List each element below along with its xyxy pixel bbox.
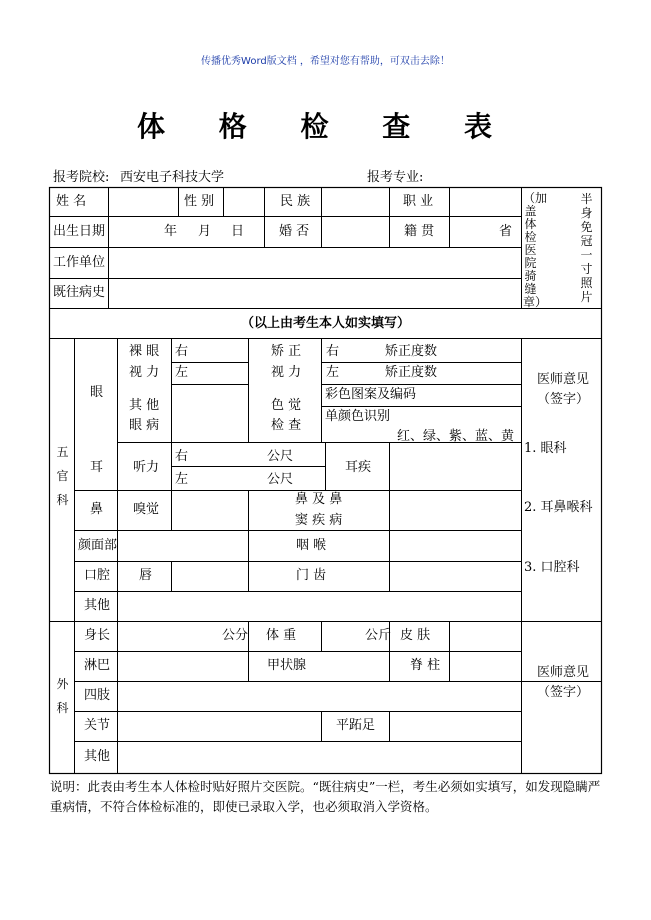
school-label: 报考院校: [53, 170, 110, 185]
label-sinus-2: 窦 疾 病 [295, 513, 343, 528]
label-spine: 脊 柱 [410, 658, 441, 673]
self-fill-note: （以上由考生本人如实填写） [240, 316, 410, 331]
label-skin: 皮 肤 [400, 628, 431, 643]
label-native-place: 籍 贯 [404, 224, 435, 239]
label-occupation: 职 业 [403, 194, 434, 209]
label-color-pattern: 彩色图案及编码 [325, 387, 417, 402]
label-year: 年 [164, 224, 178, 239]
label-ethnicity: 民 族 [280, 194, 311, 209]
label-flat-foot: 平跖足 [336, 718, 376, 733]
label-right: 右 [175, 344, 189, 359]
label-work-unit: 工作单位 [53, 255, 106, 270]
label-signature-facial: （签字） [537, 392, 590, 407]
label-corrected-2: 视 力 [271, 365, 302, 380]
label-other-eye-2: 眼 病 [129, 418, 160, 433]
label-corrected-left: 左 [326, 365, 340, 380]
label-throat: 咽 喉 [296, 538, 327, 553]
school-value: 西安电子科技大学 [120, 170, 225, 185]
footnote: 说明：此表由考生本人体检时贴好照片交医院。“既往病史”一栏，考生必须如实填写，如发现隐瞒严重病情，不符合体检标准的，即使已录取入学，也必须取消入学资格。 [50, 779, 601, 814]
label-meter-right: 公尺 [267, 449, 294, 464]
label-eye: 眼 [90, 385, 104, 400]
section-five-senses: 五官科 [56, 445, 69, 507]
label-doctor-opinion-facial: 医师意见 [537, 372, 590, 387]
label-other-surgery: 其他 [84, 749, 111, 764]
page-title: 体 格 检 查 表 [137, 110, 514, 143]
label-naked-vision-2: 视 力 [129, 365, 160, 380]
label-ear-disease: 耳疾 [345, 460, 372, 475]
label-day: 日 [231, 224, 245, 239]
photo-requirement: 半身免冠一寸照片 [580, 192, 593, 304]
label-corrected-1: 矫 正 [271, 344, 302, 359]
label-signature-surgery: （签字） [537, 685, 590, 700]
section-surgery: 外科 [56, 677, 69, 715]
label-dept-oral: 3. 口腔科 [524, 560, 580, 575]
label-corrected-right: 右 [326, 344, 340, 359]
label-teeth: 门 齿 [296, 568, 327, 583]
label-gender: 性 别 [184, 194, 215, 209]
label-joints: 关节 [84, 718, 111, 733]
label-dept-ent: 2. 耳鼻喉科 [524, 500, 593, 515]
label-limbs: 四肢 [84, 688, 111, 703]
banner-notice: 传播优秀Word版文档 ，希望对您有帮助，可双击去除！ [201, 56, 450, 67]
major-label: 报考专业: [367, 170, 424, 185]
label-hearing-left: 左 [175, 472, 189, 487]
label-meter-left: 公尺 [267, 472, 294, 487]
label-colors: 红、绿、紫、蓝、黄 [397, 429, 515, 444]
label-other-facial: 其他 [84, 598, 111, 613]
label-correction-degree-right: 矫正度数 [385, 344, 438, 359]
label-mouth: 口腔 [84, 568, 111, 583]
label-color-vision-2: 检 查 [271, 418, 302, 433]
label-month: 月 [198, 224, 212, 239]
label-name: 姓 名 [56, 194, 87, 209]
label-height: 身长 [84, 628, 111, 643]
label-smell: 嗅觉 [133, 502, 160, 517]
label-ear: 耳 [90, 460, 104, 475]
label-dept-eye: 1. 眼科 [524, 441, 567, 456]
label-lymph: 淋巴 [84, 658, 111, 673]
label-other-eye-1: 其 他 [129, 398, 160, 413]
label-naked-vision-1: 裸 眼 [129, 344, 160, 359]
label-face: 颜面部 [78, 538, 118, 553]
label-correction-degree-left: 矫正度数 [385, 365, 438, 380]
label-hearing-right: 右 [175, 449, 189, 464]
label-hearing: 听力 [133, 460, 160, 475]
label-nose: 鼻 [90, 502, 104, 517]
label-thyroid: 甲状腺 [267, 658, 307, 673]
label-lip: 唇 [139, 568, 153, 583]
label-birth-date: 出生日期 [53, 224, 106, 239]
photo-stamp-note: （加盖体检医院骑缝章） [523, 191, 548, 309]
label-kg: 公斤 [365, 628, 392, 643]
label-left: 左 [175, 365, 189, 380]
label-doctor-opinion-surgery: 医师意见 [537, 665, 590, 680]
label-single-color: 单颜色识别 [325, 409, 391, 424]
label-province: 省 [499, 224, 513, 239]
label-medical-history: 既往病史 [53, 285, 106, 300]
label-cm: 公分 [222, 628, 249, 643]
label-weight: 体 重 [266, 628, 297, 643]
label-marriage: 婚 否 [279, 224, 310, 239]
label-sinus-1: 鼻 及 鼻 [295, 492, 343, 507]
label-color-vision-1: 色 觉 [271, 398, 302, 413]
